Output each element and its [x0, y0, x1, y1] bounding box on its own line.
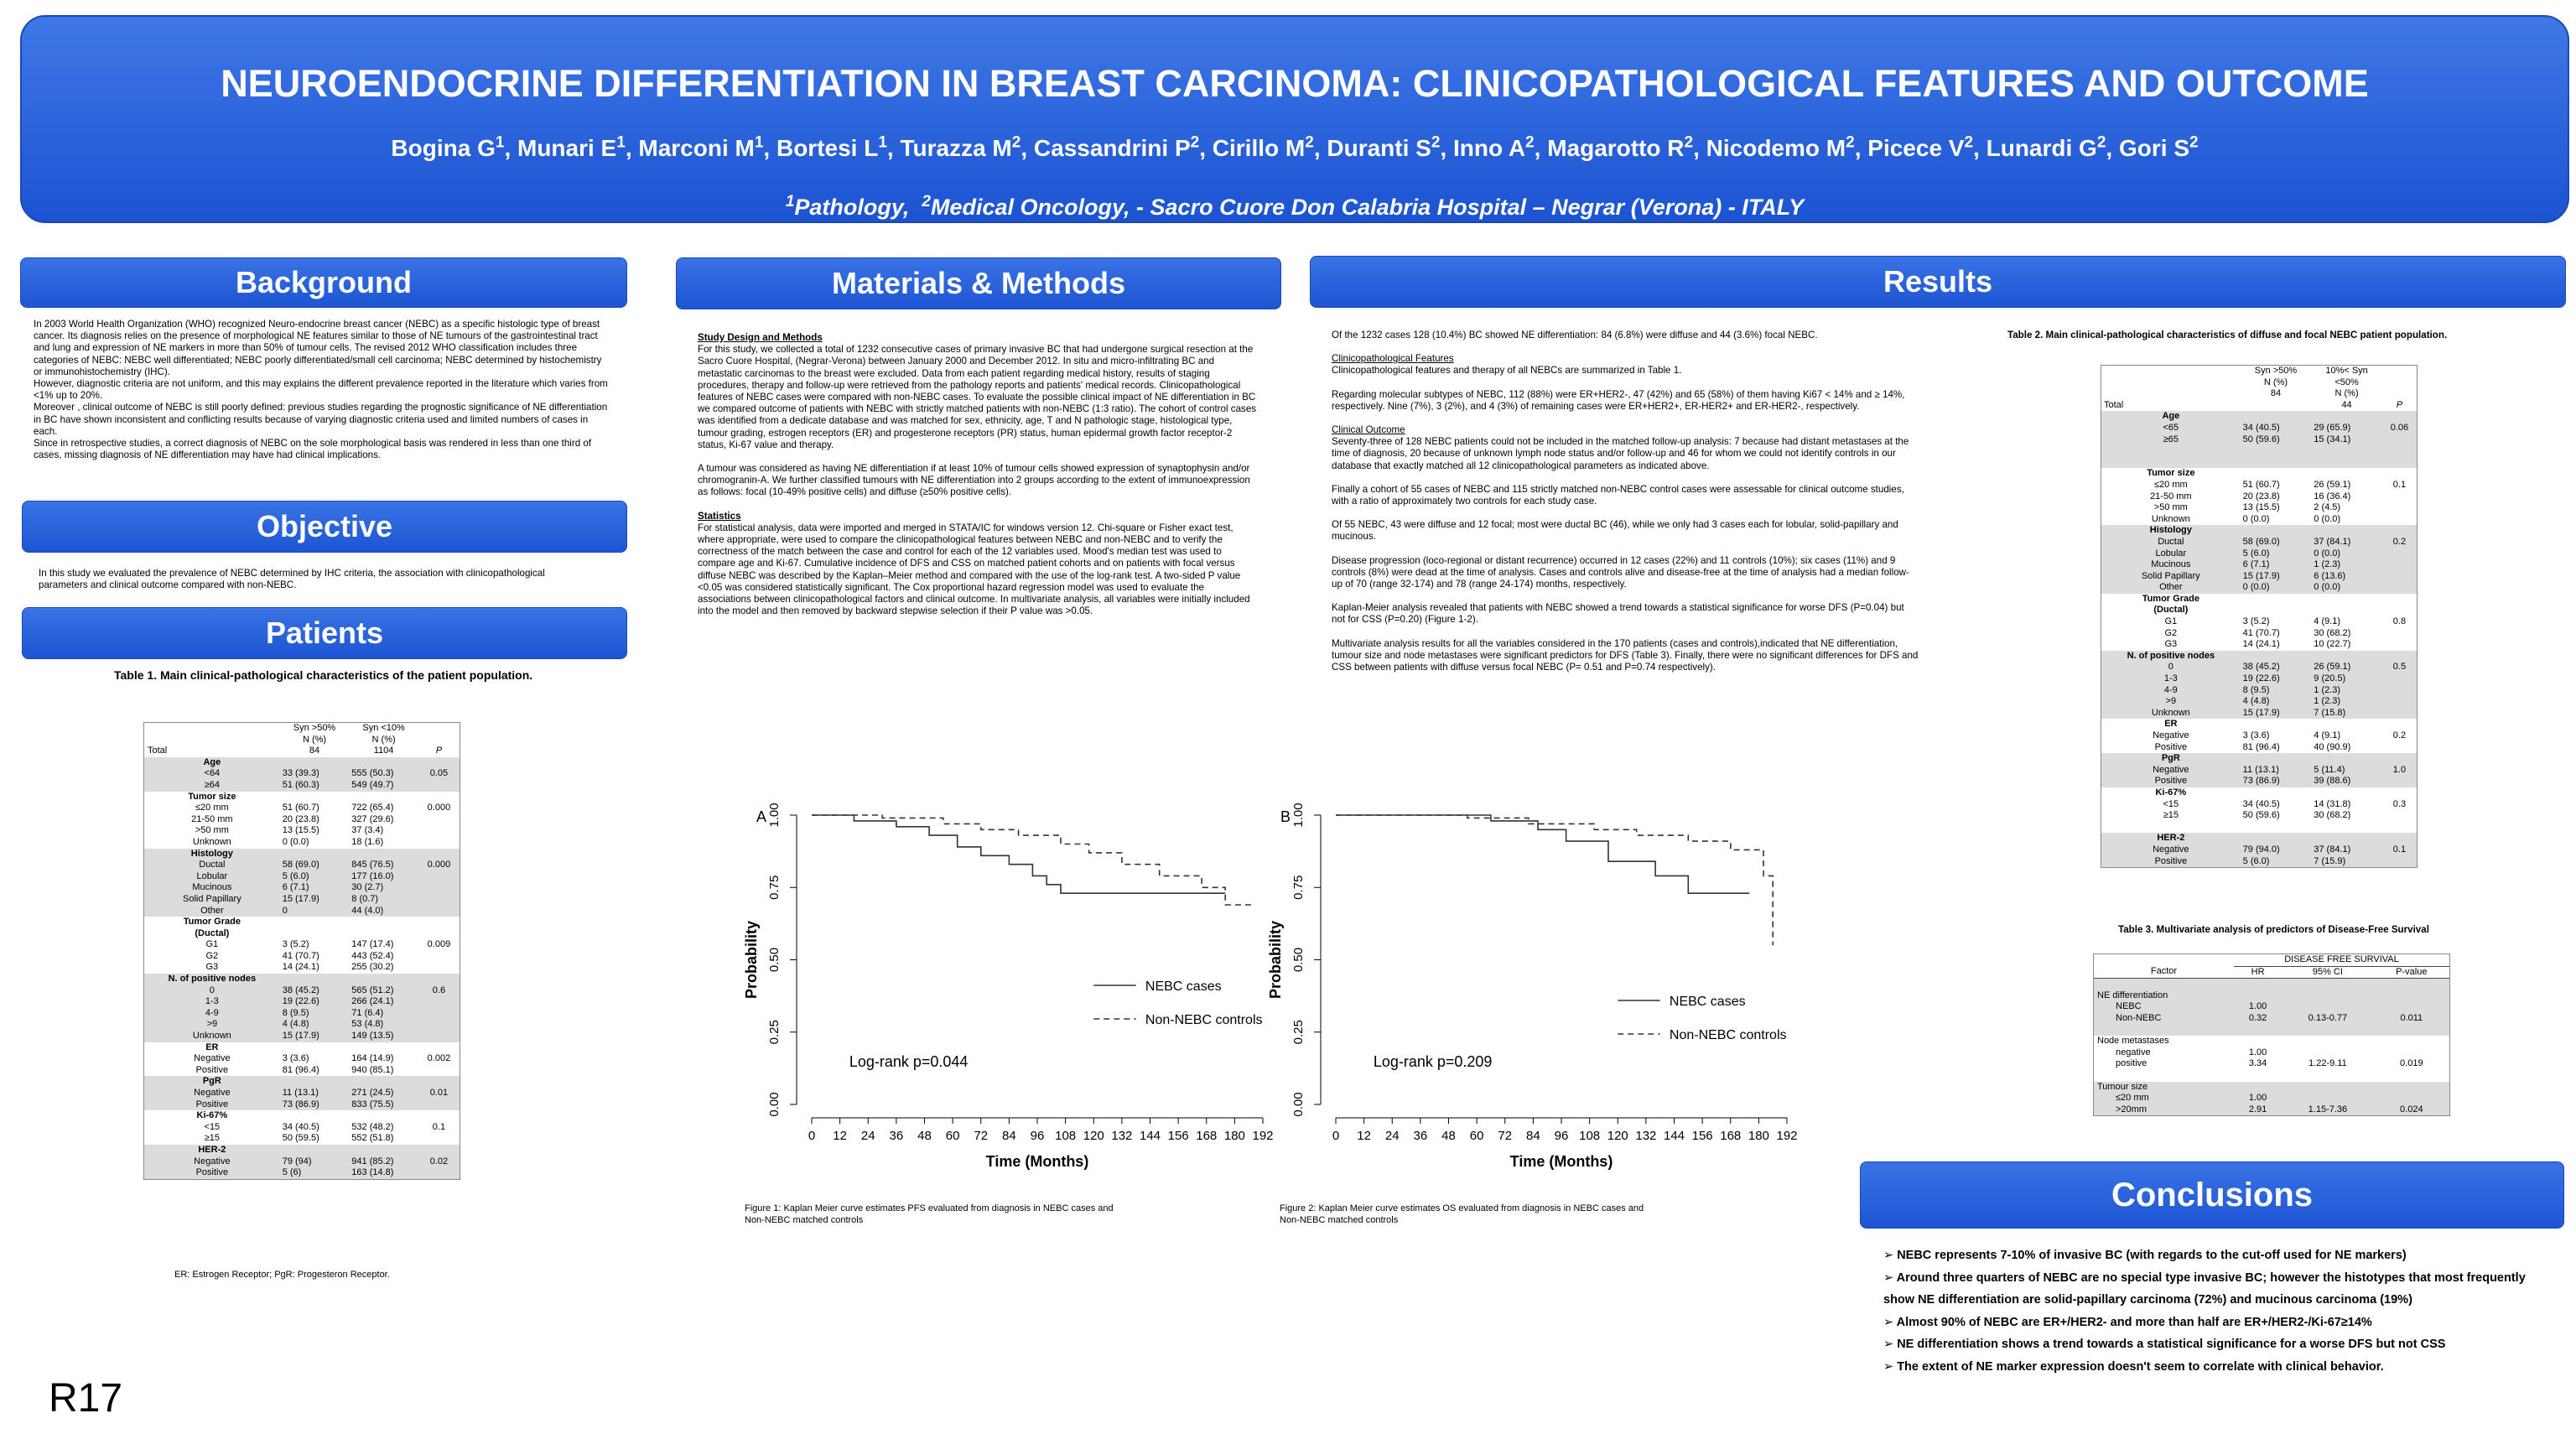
author: Picece $V^2$, [1867, 134, 1987, 162]
table-row: negative 1.00 [2116, 1047, 2267, 1057]
table-row: Negative 3 (3.6) 4 (9.1) 0.2 [2153, 730, 2407, 740]
table-row: ER [2164, 719, 2178, 730]
table-row: 0 38 (45.2) 26 (59.1) 0.5 [2101, 662, 2417, 673]
legend-label: Non-NEBC controls [1145, 1013, 1263, 1027]
table-row: Node metastases [2097, 1036, 2169, 1047]
author: Marconi $M^1$, [638, 134, 776, 162]
table-row: HER-2 [144, 1145, 460, 1156]
table-row: (Ductal) [195, 927, 230, 938]
table-row: N. of positive nodes [2101, 651, 2417, 662]
table-row: Ki-67% [196, 1110, 228, 1121]
x-tick-label: 12 [1357, 1129, 1371, 1143]
background-paragraph: In 2003 World Health Organization (WHO) recognized Neuro-endocrine breast cancer (NEBC) as a specific histologic type of breast cancer. Its diagnosis relies on the presence of morphological NE features similar to those of NE tumours of the gastrointestinal tract and lung and expression of NE markers in more than 50% of tumour cells. The revised 2012 WHO classification includes three categories of NEBC: NEBC well differentiated; NEBC poorly differentiated/small cell carcinoma; NEBC determined by histochemistry or immunohistochemistry (IHC). [34, 319, 602, 377]
table-row: Lobular 5 (6.0) 177 (16.0) [144, 871, 460, 883]
table-row: Unknown 0 (0.0) 18 (1.6) [192, 836, 384, 847]
x-tick-label: 120 [1607, 1129, 1628, 1143]
logrank-annotation: Log-rank p=0.209 [1373, 1053, 1493, 1071]
km-curve-controls [812, 815, 1254, 905]
legend-label: NEBC cases [1145, 979, 1222, 994]
table-row: Negative 11 (13.1) 271 (24.5) 0.01 [144, 1088, 460, 1099]
results-text: Of the 1232 cases 128 (10.4%) BC showed NE differentiation: 84 (6.8%) were diffuse and 44 (3.6%) focal NEBC. Clinicopathological Features Clinicopathological features and therapy of all NEBCs are summarized in Table 1. Regarding molecular subtypes of NEBC, 112 (88%) were ER+HER2-, 47 (42%) and 65 (58%) of them having Ki67 < 14% and ≥ 14%, respectively. Nine (7%), 3 (2%), and 4 (3%) of remaining cases were ER+HER2+, ER-HER2+ and ER-HER2-, respectively. Clinical Outcome Seventy-three of 128 NEBC patients could not be included in the matched follow-up analysis: 7 because had distant metastases at the time of diagnosis, 20 because of unknown lymph node status and/or follow-up and 46 for whom we could not identify controls in our database that exactly matched all 12 clinicopathological parameters as indicated above. Finally a cohort of 55 cases of NEBC and 115 strictly matched non-NEBC control cases were assessable for clinical outcome studies, with a ratio of approximately two controls for each study case. Of 55 NEBC, 43 were diffuse and 12 focal; most were ductal BC (46), while we only had 3 cases each for lobular, solid-papillary and mucinous. Disease progression (loco-regional or distant recurrence) occurred in 12 cases (22%) and 11 controls (10%); six cases (11%) and 9 controls (8%) were dead at the time of analysis. Cases and controls alive and disease-free at the time of analysis had a median follow-up of 70 (range 32-174) and 78 (range 24-174) months, respectively. Kaplan-Meier analysis revealed that patients with NEBC showed a trend towards a statistical significance for worse DFS (P=0.04) but not for CSS (P=0.20) (Figure 1-2). Multivariate analysis results for all the variables considered in the 170 patients (cases and controls),indicated that NE differentiation, tumour size and node metastases were significant predictors for DFS (Table 3). Finally, there were no significant differences for DFS and CSS between patients with diffuse versus focal NEBC (P= 0.51 and P=0.74 respectively). [1332, 330, 1919, 673]
table-row: Non-NEBC 0.32 0.13-0.77 0.011 [2094, 1013, 2449, 1025]
objective-text: In this study we evaluated the prevalence of NEBC determined by IHC criteria, the association with clinicopathological parameters and clinical outcome compared with non-NEBC. [39, 568, 545, 591]
table-row: >50 mm 13 (15.5) 37 (3.4) [195, 825, 384, 836]
logrank-annotation: Log-rank p=0.044 [849, 1053, 969, 1071]
table-row: >9 4 (4.8) 1 (2.3) [2101, 696, 2417, 708]
x-tick-label: 36 [1413, 1129, 1428, 1143]
table2 [2101, 365, 2418, 868]
poster-title: NEUROENDOCRINE DIFFERENTIATION IN BREAST CARCINOMA: CLINICOPATHOLOGICAL FEATURES AND OUTCOME [221, 62, 2369, 105]
x-tick-label: 168 [1720, 1129, 1742, 1143]
x-tick-label: 84 [1526, 1129, 1540, 1143]
table-row: Unknown 0 (0.0) 0 (0.0) [2151, 513, 2341, 524]
author: Lunardi $G^2$, [1986, 134, 2119, 162]
table-header-row: Factor HR 95% CI P-value [2094, 966, 2449, 979]
table-row: ≥15 50 (59.5) 552 (51.8) [204, 1133, 394, 1144]
conclusion-item: ➢ Around three quarters of NEBC are no special type invasive BC; however the histotypes that most frequently show NE differentiation are solid-papillary carcinoma (72%) and mucinous carcinoma (19%) [1883, 1270, 2526, 1307]
panel-label: A [756, 808, 767, 825]
table-row [2094, 979, 2449, 990]
background-paragraph: However, diagnostic criteria are not uniform, and this may explains the different prevalence reported in the literature which varies from <1% up to 20%. [34, 378, 608, 402]
x-tick-label: 132 [1635, 1129, 1657, 1143]
y-axis-label: Probability [743, 920, 760, 1000]
affiliation: $^1$Pathology, $^2$Medical Oncology, - Sacro Cuore Don Calabria Hospital – Negrar (Verona) - ITALY [785, 193, 1805, 220]
methods-heading: Materials & Methods [676, 257, 1281, 309]
conclusions-heading: Conclusions [1860, 1161, 2564, 1229]
table-row [2101, 457, 2417, 469]
table-row: Tumor Grade [183, 917, 241, 927]
y-axis-label: Probability [1267, 920, 1284, 1000]
figure1-caption: Figure 1: Kaplan Meier curve estimates PFS evaluated from diagnosis in NEBC cases and Non-NEBC matched controls [745, 1203, 1114, 1225]
table-row: >50 mm 13 (15.5) 2 (4.5) [2153, 502, 2341, 513]
table-row: Negative 11 (13.1) 5 (11.4) 1.0 [2101, 765, 2417, 777]
panel-label: B [1280, 808, 1291, 825]
table2-caption: Table 2. Main clinical-pathological characteristics of diffuse and focal NEBC patient population. [2007, 330, 2448, 340]
table-header-row: Total Syn >50% N (%) 84 Syn <10% N (%) 1104 P [148, 723, 443, 756]
x-tick-label: 48 [917, 1129, 932, 1143]
legend-label: NEBC cases [1669, 995, 1746, 1009]
arrow-bullet-icon: ➢ [1883, 1270, 1897, 1285]
table-row: NE differentiation [2094, 990, 2449, 1002]
methods-text: Study Design and Methods For this study, we collected a total of 1232 consecutive cases of primary invasive BC that had undergone surgical resection at the Sacro Cuore Hospital, (Negrar-Verona) between January 2000 and December 2012. In situ and micro-infiltrating BC and metastatic carcinomas to the breast were excluded. Data from each patient regarding medical history, results of staging procedures, therapy and follow-up were retrieved from the pathology reports and patients' medical records. Clinicopathological features of NEBC cases were compared with non-NEBC cases. To evaluate the possible clinical impact of NE differentiation in BC we compared outcome of patients with NEBC with strictly matched patients with non-NEBC (1:3 ratio). The cohort of control cases was identified from a dedicate database and was matched for sex, ethnicity, age, T and N pathologic stage, histological type, tumour grading, estrogen receptors (ER) and progesterone receptors (PR) status, human epidermal growth factor receptor-2 status, Ki-67 value and therapy. A tumour was considered as having NE differentiation if at least 10% of tumour cells showed expression of synaptophysin and/or chromogranin-A. We further classified tumours with NE differentiation into 2 groups according to the extent of immunoexpression as follows: focal (10-49% positive cells) and diffuse (≥50% positive cells). Statistics For statistical analysis, data were imported and merged in STATA/IC for windows version 12. Chi-square or Fisher exact test, where appropriate, were used to compare the clinicopathological features between NEBC and non-NEBC and to verify the correctness of the match between the case and control for each of the 12 variables used. Mood's median test was used to compare age and Ki-67. Cumulative incidence of DFS and CSS on matched patient cohorts and on patients with focal versus diffuse NEBC was described by the Kaplan–Meier method and compared with the use of the log-rank test. A two-sided P value <0.05 was considered statistically significant. The Cox proportional hazard regression model was used to evaluate the associations between clinicopathological factors and clinical outcome. In multivariate analysis, all variables were initially included into the model and then removed by backward stepwise selection if their P value was >0.05. [698, 332, 1257, 617]
x-tick-label: 180 [1748, 1129, 1769, 1143]
x-tick-label: 96 [1030, 1129, 1045, 1143]
table-row: 0 38 (45.2) 565 (51.2) 0.6 [144, 985, 460, 997]
table-row: positive 3.34 1.22-9.11 0.019 [2116, 1058, 2423, 1069]
x-tick-label: 108 [1055, 1129, 1077, 1143]
table-row: G1 3 (5.2) 147 (17.4) 0.009 [205, 939, 451, 950]
table-row: Mucinous 6 (7.1) 1 (2.3) [2101, 559, 2417, 571]
x-tick-label: 60 [945, 1129, 960, 1143]
table3-caption: Table 3. Multivariate analysis of predictors of Disease-Free Survival [2118, 924, 2429, 935]
x-tick-label: 12 [833, 1129, 847, 1143]
arrow-bullet-icon: ➢ [1883, 1249, 1898, 1262]
y-tick-label: 0.25 [1291, 1020, 1306, 1045]
conclusions-list [1883, 1244, 2546, 1379]
author: Bortesi $L^1$, [776, 134, 901, 162]
table-row: <15 34 (40.5) 532 (48.2) 0.1 [204, 1121, 446, 1132]
y-tick-label: 0.50 [767, 947, 782, 973]
x-tick-label: 24 [1384, 1129, 1400, 1143]
table-row: Lobular 5 (6.0) 0 (0.0) [2101, 548, 2417, 560]
table-row: Histology [144, 849, 460, 860]
table-header-row: DISEASE FREE SURVIVAL [2094, 954, 2449, 966]
table-row [2094, 1070, 2449, 1082]
conclusion-item: ➢ The extent of NE marker expression doesn't seem to correlate with clinical behavior. [1883, 1359, 2384, 1374]
y-tick-label: 0.75 [1291, 875, 1306, 900]
conclusion-item: ➢ Almost 90% of NEBC are ER+/HER2- and more than half are ER+/HER2-/Ki-67≥14% [1883, 1315, 2372, 1329]
background-paragraph: Moreover , clinical outcome of NEBC is still poorly defined: previous studies regarding the prognostic significance of NE differentiation in BC have shown inconsistent and conflicting results because of varying diagnostic criteria used and limited numbers of cases in each. [34, 402, 608, 437]
author: Magarotto $R^2$, [1547, 134, 1706, 162]
figure2-caption: Figure 2: Kaplan Meier curve estimates OS evaluated from diagnosis in NEBC cases and Non-NEBC matched controls [1280, 1203, 1644, 1225]
table-row: Negative 3 (3.6) 164 (14.9) 0.002 [194, 1053, 451, 1064]
table-row: Positive 5 (6.0) 7 (15.9) [2101, 856, 2417, 868]
author: Duranti $S^2$, [1327, 134, 1453, 162]
author: Bogina $G^1$, [391, 134, 517, 162]
table-row: Positive 5 (6) 163 (14.8) [144, 1167, 460, 1179]
x-tick-label: 24 [860, 1129, 875, 1143]
x-tick-label: 0 [808, 1129, 816, 1143]
x-tick-label: 72 [1498, 1129, 1513, 1143]
table-row: ≥15 50 (59.6) 30 (68.2) [2163, 810, 2351, 821]
table-row: Tumor size [188, 791, 236, 802]
table-row: <65 34 (40.5) 29 (65.9) 0.06 [2101, 423, 2417, 434]
author: Cirillo $M^2$, [1212, 134, 1327, 162]
km-curve-controls [1336, 815, 1773, 945]
table1-caption: Table 1. Main clinical-pathological characteristics of the patient population. [114, 668, 533, 682]
table-row: 4-9 8 (9.5) 71 (6.4) [144, 1008, 460, 1020]
table-row: Ductal 58 (69.0) 845 (76.5) 0.000 [144, 860, 460, 871]
results-heading: Results [1310, 256, 2566, 308]
x-tick-label: 156 [1691, 1129, 1713, 1143]
table-row: N. of positive nodes [144, 974, 460, 985]
y-tick-label: 0.00 [1291, 1092, 1306, 1117]
table-row: Positive 81 (96.4) 940 (85.1) [195, 1064, 394, 1075]
table-row: Solid Papillary 15 (17.9) 6 (13.6) [2101, 571, 2417, 583]
x-tick-label: 36 [889, 1129, 904, 1143]
table-row: 21-50 mm 20 (23.8) 16 (36.4) [2150, 491, 2351, 501]
x-tick-label: 192 [1776, 1129, 1798, 1143]
x-tick-label: 144 [1663, 1129, 1685, 1143]
table-row: PgR [144, 1076, 460, 1088]
table-row: Tumor size [2147, 468, 2195, 479]
author: Turazza $M^2$, [900, 134, 1034, 162]
table-row: Negative 79 (94) 941 (85.2) 0.02 [144, 1156, 460, 1168]
legend-label: Non-NEBC controls [1669, 1028, 1787, 1042]
table-row: G2 41 (70.7) 443 (52.4) [205, 950, 394, 961]
table-row: Other 0 44 (4.0) [144, 906, 460, 917]
y-tick-label: 0.25 [767, 1020, 782, 1045]
table-row: Positive 73 (86.9) 39 (88.6) [2101, 776, 2417, 787]
table-row: ≥65 50 (59.6) 15 (34.1) [2101, 434, 2417, 446]
x-tick-label: 48 [1441, 1129, 1456, 1143]
table-row: 1-3 19 (22.6) 266 (24.1) [144, 996, 460, 1008]
table-row: Solid Papillary 15 (17.9) 8 (0.7) [144, 894, 460, 906]
table-row: Tumour size [2094, 1082, 2449, 1094]
x-tick-label: 60 [1469, 1129, 1484, 1143]
table-row: G1 3 (5.2) 4 (9.1) 0.8 [2164, 616, 2407, 627]
x-tick-label: 0 [1332, 1129, 1340, 1143]
table-row: 1-3 19 (22.6) 9 (20.5) [2101, 673, 2417, 685]
table-row: Unknown 15 (17.9) 7 (15.8) [2101, 708, 2417, 720]
x-tick-label: 72 [974, 1129, 989, 1143]
y-tick-label: 0.75 [767, 875, 782, 900]
table-row [2101, 445, 2417, 457]
table-row: <64 33 (39.3) 555 (50.3) 0.05 [144, 768, 460, 780]
table-row: ≥64 51 (60.3) 549 (49.7) [144, 780, 460, 792]
table-row: NEBC 1.00 [2094, 1001, 2449, 1013]
x-tick-label: 84 [1002, 1129, 1016, 1143]
table-row: 4-9 8 (9.5) 1 (2.3) [2101, 685, 2417, 697]
author: Nicodemo $M^2$, [1706, 134, 1868, 162]
table-row: ER [205, 1042, 219, 1052]
x-tick-label: 192 [1252, 1129, 1274, 1143]
table-row: 21-50 mm 20 (23.8) 327 (29.6) [191, 813, 394, 824]
table-row: (Ductal) [2153, 605, 2189, 616]
table-row: PgR [2101, 753, 2417, 765]
x-tick-label: 168 [1196, 1129, 1218, 1143]
km-chart-a [738, 784, 1275, 1170]
table-row: ≤20 mm 51 (60.7) 26 (59.1) 0.1 [2154, 479, 2407, 490]
author: Gori $S^2$ [2118, 134, 2199, 162]
table-row: Histology [2101, 525, 2417, 537]
y-tick-label: 1.00 [1291, 803, 1306, 828]
table-row: <15 34 (40.5) 14 (31.8) 0.3 [2163, 798, 2407, 809]
table-row: G3 14 (24.1) 10 (22.7) [2164, 639, 2351, 650]
table1-footnote: ER: Estrogen Receptor; PgR: Progesteron Receptor. [174, 1270, 390, 1280]
table-row [2094, 1025, 2449, 1037]
table-row: ≤20 mm 51 (60.7) 722 (65.4) 0.000 [195, 803, 451, 813]
x-tick-label: 180 [1223, 1129, 1245, 1143]
x-axis-label: Time (Months) [985, 1153, 1089, 1170]
table-row: >9 4 (4.8) 53 (4.8) [144, 1019, 460, 1031]
table-row: ≤20 mm 1.00 [2094, 1093, 2449, 1104]
table-row: G2 41 (70.7) 30 (68.2) [2164, 627, 2351, 638]
table-header-row: Total Syn >50% N (%) 84 10%< Syn <50% N (%) 44 P [2104, 366, 2403, 410]
table3 [2093, 953, 2450, 1116]
x-tick-label: 132 [1111, 1129, 1133, 1143]
table-row: Positive 81 (96.4) 40 (90.9) [2154, 741, 2351, 752]
background-heading: Background [20, 257, 627, 308]
table-row: Ki-67% [2155, 787, 2187, 798]
table-row: Other 0 (0.0) 0 (0.0) [2101, 582, 2417, 594]
table1 [143, 722, 460, 1180]
x-tick-label: 156 [1167, 1129, 1189, 1143]
author: Cassandrini $P^2$, [1033, 134, 1213, 162]
km-curve-cases [1336, 815, 1749, 893]
table-row: Negative 79 (94.0) 37 (84.1) 0.1 [2101, 844, 2417, 856]
x-tick-label: 96 [1554, 1129, 1569, 1143]
km-curve-cases [812, 815, 1225, 893]
conclusion-item: ➢ NEBC represents 7-10% of invasive BC (with regards to the cut-off used for NE markers) [1883, 1249, 2407, 1262]
x-axis-label: Time (Months) [1509, 1153, 1613, 1170]
table-row [2101, 822, 2417, 834]
title-banner [20, 15, 2569, 223]
y-tick-label: 0.00 [767, 1092, 782, 1117]
table-row: Age [144, 757, 460, 769]
km-chart-b [1262, 784, 1799, 1170]
table-row: >20mm 2.91 1.15-7.36 0.024 [2094, 1104, 2449, 1116]
arrow-bullet-icon: ➢ [1883, 1338, 1898, 1352]
y-tick-label: 1.00 [767, 803, 782, 828]
table-row: Mucinous 6 (7.1) 30 (2.7) [144, 882, 460, 894]
y-tick-label: 0.50 [1291, 947, 1306, 973]
table-row: Ductal 58 (69.0) 37 (84.1) 0.2 [2101, 537, 2417, 548]
table-row: Age [2101, 411, 2417, 423]
background-paragraph: Since in retrospective studies, a correct diagnosis of NEBC on the sole morphological basis was rendered in less than one third of cases, missing diagnosis of NE differentiation may have had clinical implications. [34, 438, 592, 461]
table-row: Tumor Grade [2142, 593, 2199, 604]
background-text [34, 319, 612, 461]
author-list [22, 134, 2568, 162]
arrow-bullet-icon: ➢ [1883, 1315, 1897, 1329]
poster-id: R17 [49, 1376, 123, 1421]
table-row: Unknown 15 (17.9) 149 (13.5) [144, 1031, 460, 1042]
conclusion-item: ➢ NE differentiation shows a trend towards a statistical significance for a worse DFS but not CSS [1883, 1338, 2446, 1352]
objective-heading: Objective [22, 501, 627, 553]
arrow-bullet-icon: ➢ [1883, 1359, 1898, 1374]
x-tick-label: 144 [1139, 1129, 1161, 1143]
table-row: G3 14 (24.1) 255 (30.2) [205, 962, 394, 973]
x-tick-label: 120 [1083, 1129, 1104, 1143]
author: Inno $A^2$, [1452, 134, 1548, 162]
table-row: Positive 73 (86.9) 833 (75.5) [144, 1099, 460, 1111]
author: Munari $E^1$, [517, 134, 639, 162]
patients-heading: Patients [22, 607, 627, 659]
table-row: HER-2 [2101, 833, 2417, 844]
x-tick-label: 108 [1579, 1129, 1601, 1143]
